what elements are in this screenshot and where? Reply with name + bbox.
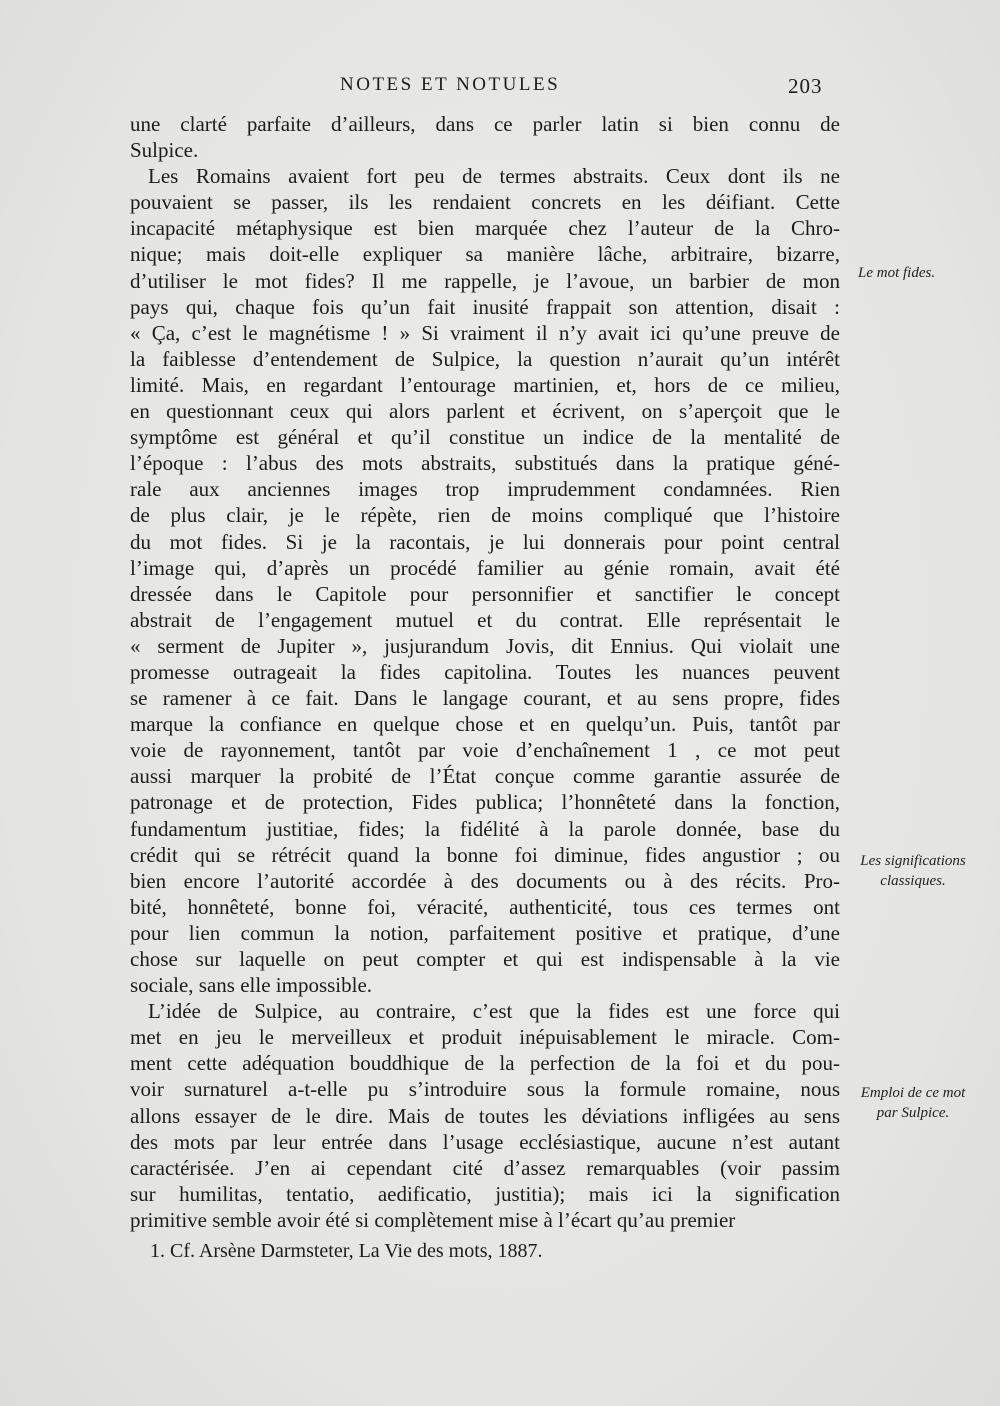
margin-note-significations-line-1: Les significations	[860, 853, 966, 869]
text-line: Sulpice.	[130, 138, 199, 163]
text-line: « serment de Jupiter », jusjurandum Jovis, dit Ennius. Qui violait une	[130, 633, 840, 658]
margin-note-emploi-line-1: Emploi de ce mot	[860, 1085, 966, 1101]
text-line: en questionnant ceux qui alors parlent et écrivent, on s’aperçoit que le	[130, 399, 840, 424]
margin-note-emploi-line-2: par Sulpice.	[876, 1105, 950, 1121]
text-line: sur humilitas, tentatio, aedificatio, justitia); mais ici la signification	[130, 1181, 840, 1206]
page-header	[0, 74, 1000, 98]
text-line: rale aux anciennes images trop imprudemment condamnées. Rien	[130, 477, 840, 502]
text-line: met en jeu le merveilleux et produit inépuisablement le miracle. Com-	[130, 1025, 840, 1050]
text-line: incapacité métaphysique est bien marquée chez l’auteur de la Chro-	[130, 216, 840, 241]
text-line: allons essayer de le dire. Mais de toutes les déviations infligées au sens	[130, 1103, 840, 1128]
text-line: primitive semble avoir été si complètement mise à l’écart qu’au premier	[130, 1207, 736, 1232]
page-number: 203	[788, 74, 823, 98]
main-text-block	[130, 111, 840, 1233]
text-line: ment cette adéquation bouddhique de la perfection de la foi et du pou-	[130, 1051, 840, 1076]
text-line: pouvaient se passer, ils les rendaient concrets en les déifiant. Cette	[130, 190, 840, 215]
text-line: dressée dans le Capitole pour personnifier et sanctifier le concept	[130, 581, 840, 606]
text-line: limité. Mais, en regardant l’entourage martinien, et, hors de ce milieu,	[130, 372, 840, 397]
margin-note-significations-line-2: classiques.	[880, 873, 946, 889]
text-line: nique; mais doit-elle expliquer sa manière lâche, arbitraire, bizarre,	[130, 242, 840, 267]
running-head: NOTES ET NOTULES	[340, 74, 561, 95]
text-line: abstrait de l’engagement mutuel et du contrat. Elle représentait le	[130, 607, 840, 632]
text-line: pour lien commun la notion, parfaitement positive et pratique, d’une	[130, 920, 840, 945]
text-line: L’idée de Sulpice, au contraire, c’est que la fides est une force qui	[148, 999, 840, 1024]
text-line: patronage et de protection, Fides publica; l’honnêteté dans la fonction,	[130, 790, 840, 815]
text-line: d’utiliser le mot fides? Il me rappelle, je l’avoue, un barbier de mon	[130, 268, 840, 293]
text-line: voir surnaturel a-t-elle pu s’introduire sous la formule romaine, nous	[130, 1077, 840, 1102]
margin-note-fides	[858, 263, 935, 283]
text-line: marque la confiance en quelque chose et en quelqu’un. Puis, tantôt par	[130, 712, 840, 737]
text-line: promesse outrageait la fides capitolina. Toutes les nuances peuvent	[130, 659, 840, 684]
text-line: « Ça, c’est le magnétisme ! » Si vraiment il n’y avait ici qu’une preuve de	[130, 320, 840, 345]
text-line: pays qui, chaque fois qu’un fait inusité frappait son attention, disait :	[130, 294, 840, 319]
text-line: la faiblesse d’entendement de Sulpice, la question n’aurait qu’un intérêt	[130, 346, 840, 371]
text-line: du mot fides. Si je la racontais, je lui donnerais pour point central	[130, 529, 840, 554]
text-line: chose sur laquelle on peut compter et qui est indispensable à la vie	[130, 947, 840, 971]
text-line: bité, honnêteté, bonne foi, véracité, authenticité, tous ces termes ont	[130, 894, 840, 919]
text-line: se ramener à ce fait. Dans le langage courant, et au sens propre, fides	[130, 686, 840, 711]
text-line: caractérisée. J’en ai cependant cité d’assez remarquables (voir passim	[130, 1155, 840, 1180]
text-line: sociale, sans elle impossible.	[130, 973, 373, 998]
text-line: aussi marquer la probité de l’État conçue comme garantie assurée de	[130, 764, 840, 789]
text-line: voie de rayonnement, tantôt par voie d’enchaînement 1 , ce mot peut	[130, 738, 840, 763]
text-line: crédit qui se rétrécit quand la bonne foi diminue, fides angustior ; ou	[130, 842, 840, 867]
text-line: bien encore l’autorité accordée à des documents ou à des récits. Pro-	[130, 868, 840, 893]
text-line: symptôme est général et qu’il constitue un indice de la mentalité de	[130, 425, 840, 450]
text-line: de plus clair, je le répète, rien de moins compliqué que l’histoire	[130, 503, 840, 528]
text-line: l’époque : l’abus des mots abstraits, substitués dans la pratique géné-	[130, 451, 840, 476]
text-line: des mots par leur entrée dans l’usage ecclésiastique, aucune n’est autant	[130, 1129, 840, 1154]
text-line: une clarté parfaite d’ailleurs, dans ce parler latin si bien connu de	[130, 112, 840, 136]
text-line: l’image qui, d’après un procédé familier au génie romain, avait été	[130, 555, 840, 580]
text-line: fundamentum justitiae, fides; la fidélité à la parole donnée, base du	[130, 816, 840, 841]
margin-note-emploi	[838, 1083, 988, 1123]
footnote: 1. Cf. Arsène Darmsteter, La Vie des mots, 1887.	[150, 1240, 543, 1262]
margin-note-significations	[843, 851, 983, 891]
margin-note-fides-text: Le mot fides.	[858, 265, 936, 281]
text-line: Les Romains avaient fort peu de termes abstraits. Ceux dont ils ne	[148, 164, 840, 189]
